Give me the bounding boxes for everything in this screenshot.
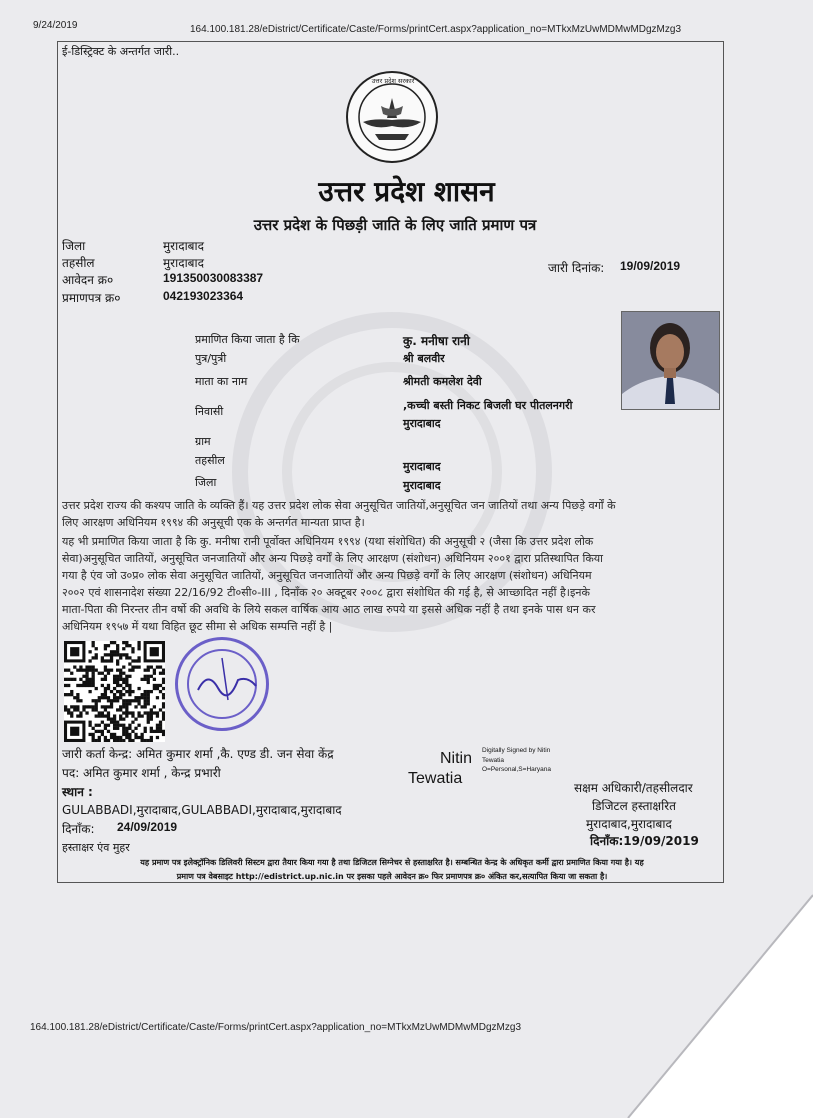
resident-address-line1: ,कच्ची बस्ती निकट बिजली घर पीतलनगरी [403,399,573,412]
creamy-layer-line-4: २००२ एवं शासनादेश संख्या 22/16/92 टी०सी०-III , दिनाँक २० अक्टूबर २००८ द्वारा संशोधित की गई है, से आच्छादित नहीं है।इनके [62,586,590,599]
print-url-footer: 164.100.181.28/eDistrict/Certificate/Caste/Forms/printCert.aspx?application_no=MTkxMzUwMDMwMDgzMzg3 [30,1022,522,1033]
son-daughter-label: पुत्र/पुत्री [195,352,227,365]
footer-note-line2: प्रमाण पत्र वेबसाइट http://edistrict.up.nic.in पर इसका पहले आवेदन क्र० फिर प्रमाणपत्र क्र० अंकित कर,सत्यापित किया जा सकता है। [176,872,608,881]
authority-title: सक्षम अधिकारी/तहसीलदार [574,781,693,795]
creamy-layer-line-6: अधिनियम १९५७ में यथा विहित छूट सीमा से अधिक सम्पत्ति नहीं है | [62,620,333,633]
signer-last-name: Tewatia [408,770,463,787]
tehsil-label-2: तहसील [195,454,225,467]
print-date: 9/24/2019 [33,20,78,31]
certificate-number: 042193023364 [163,289,244,303]
creamy-layer-statement [62,533,717,635]
footer-note-line1: यह प्रमाण पत्र इलेक्ट्रॉनिक डिलिवरी सिस्टम द्वारा तैयार किया गया है तथा डिजिटल सिग्नेचर से हस्ताक्षरित है। सम्बन्धित केन्द्र के अधिकृत कर्मी द्वारा प्रमाणित किया गया है। यह [140,858,644,867]
creamy-layer-line-1: यह भी प्रमाणित किया जाता है कि कु. मनीषा रानी पूर्वोक्त अधिनियम १९९४ (यथा संशोधित) की अनुसूची २ (जैसा कि उत्तर प्रदेश लोक [62,535,594,548]
tehsil-value-2: मुरादाबाद [403,460,441,473]
place-value: GULABBADI,मुरादाबाद,GULABBADI,मुरादाबाद,मुरादाबाद [62,803,342,817]
signer-first-name: Nitin [440,750,473,767]
digital-signature-line2: Tewatia [482,757,505,764]
official-seal-stamp [175,637,269,731]
creamy-layer-line-5: माता-पिता की निरन्तर तीन वर्षो की अवधि के लिये सकल वार्षिक आय आठ लाख रुपये या इससे अधिक नहीं है तथा इनके पास धन कर [62,603,596,616]
district-label-2: जिला [195,476,217,489]
print-url-header: 164.100.181.28/eDistrict/Certificate/Caste/Forms/printCert.aspx?application_no=MTkxMzUwMDMwMDgzMzg3 [190,24,682,35]
tehsil-label: तहसील [62,256,95,270]
applicant-name: कु. मनीषा रानी [403,334,470,348]
issuing-centre: जारी कर्ता केन्द्र: अमित कुमार शर्मा ,कै. एण्ड डी. जन सेवा केंद्र [62,747,334,761]
caste-statement-line-2: लिए आरक्षण अधिनियम १९९४ की अनुसूची एक के अन्तर्गत मान्यता प्राप्त है। [62,516,365,529]
digital-signature-line3: O=Personal,S=Haryana [482,766,552,773]
issue-date-label: जारी दिनांक: [548,261,605,275]
edistrict-note: ई-डिस्ट्रिक्ट के अन्तर्गत जारी.. [62,45,180,58]
tehsil-value: मुरादाबाद [163,256,205,270]
resident-label: निवासी [195,405,224,418]
certified-label: प्रमाणित किया जाता है कि [195,333,300,346]
father-name: श्री बलवीर [403,352,445,365]
issue-date-value: 19/09/2019 [620,259,681,273]
mother-label: माता का नाम [195,375,248,388]
caste-statement [62,497,717,531]
issue-place-date-value: 24/09/2019 [117,820,178,834]
digital-signature-line1: Digitally Signed by Nitin [482,747,551,754]
application-label: आवेदन क्र० [62,273,114,287]
emblem-caption: उत्तर प्रदेश सरकार [371,77,415,85]
mother-name: श्रीमती कमलेश देवी [403,375,482,388]
certificate-subtitle: उत्तर प्रदेश के पिछड़ी जाति के लिए जाति प्रमाण पत्र [253,216,537,234]
authority-digital-signed: डिजिटल हस्ताक्षरित [592,799,676,813]
place-label: स्थान : [62,785,93,799]
applicant-photo [621,311,720,410]
resident-address-line2: मुरादाबाद [403,417,441,430]
application-number: 191350030083387 [163,271,264,285]
certificate-number-label: प्रमाणपत्र क्र० [62,291,121,305]
issuer-designation: पद: अमित कुमार शर्मा , केन्द्र प्रभारी [62,766,221,780]
issue-place-date-label: दिनाँक: [62,822,95,836]
village-label: ग्राम [195,435,211,448]
district-label: जिला [62,239,86,253]
authority-location: मुरादाबाद,मुरादाबाद [586,817,672,831]
district-value-2: मुरादाबाद [403,479,441,492]
certificate-title: उत्तर प्रदेश शासन [318,175,495,208]
verification-qr-code [64,641,165,742]
caste-statement-line-1: उत्तर प्रदेश राज्य की कश्यप जाति के व्यक्ति हैं। यह उत्तर प्रदेश लोक सेवा अनुसूचित जातियों,अनुसूचित जन जातियों तथा अन्य पिछड़े वर्गों के [62,499,616,512]
authority-date: दिनाँक:19/09/2019 [590,834,699,848]
creamy-layer-line-3: गया है एंव जो उ०प्र० लोक सेवा अनुसूचित जातियों, अनुसूचित जनजातियों और अन्य पिछड़े वर्गों के लिए आरक्षण (संशोधन) अधिनियम [62,569,592,582]
district-value: मुरादाबाद [163,239,205,253]
creamy-layer-line-2: सेवा)अनुसूचित जातियों, अनुसूचित जनजातियों और अन्य पिछड़े वर्गों के लिए आरक्षण (संशोधन) अधिनियम २००१ द्वारा प्रतिस्थापित किया [62,552,604,565]
signature-seal-label: हस्ताक्षर एंव मुहर [62,841,130,854]
